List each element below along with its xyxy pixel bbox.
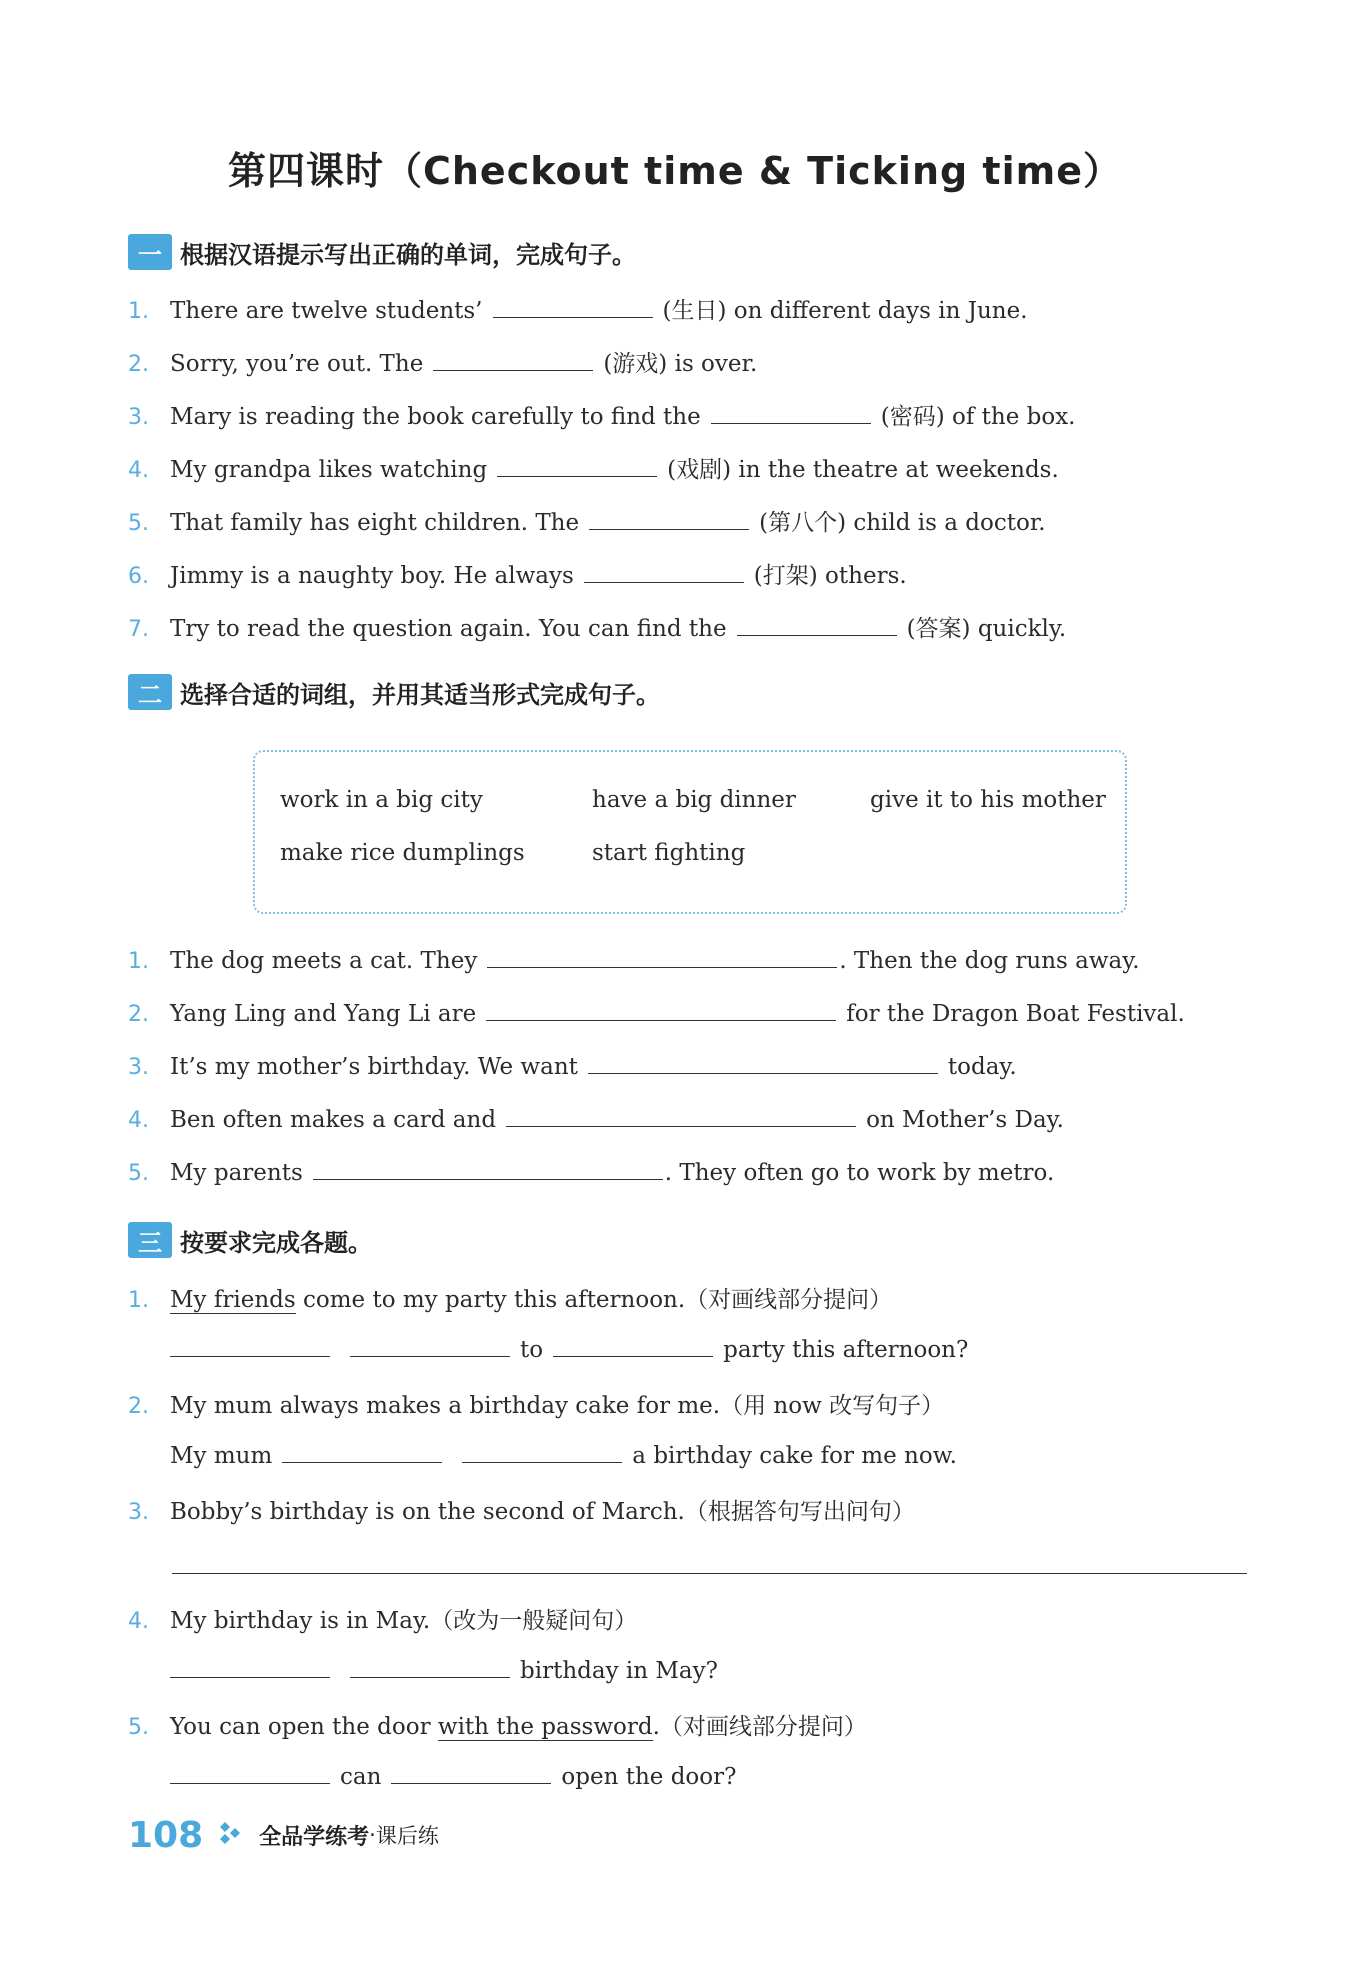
page-title: 第四课时（Checkout time & Ticking time） [227,149,1122,193]
answer-blank[interactable] [506,1104,856,1127]
question-number: 1. [128,949,149,974]
question-number: 5. [128,1715,149,1740]
answer-blank[interactable] [433,348,593,371]
question-number: 4. [128,1609,149,1634]
task-note: （对画线部分提问） [659,1714,867,1740]
question-row [128,1051,1017,1087]
answer-row [128,1440,957,1476]
section-badge: 二 [128,674,172,710]
question-row [128,998,1185,1034]
task-note: （用 now 改写句子） [720,1393,945,1419]
question-text: (打架) others. [753,563,907,589]
answer-blank[interactable] [588,1051,938,1074]
book-separator: · [369,1823,376,1847]
question-number: 2. [128,1394,149,1419]
question-row [128,1708,867,1744]
task-note: （改为一般疑问句） [430,1608,638,1634]
question-text: today. [947,1054,1017,1080]
book-title: 全品学练考 [259,1824,370,1850]
question-number: 4. [128,1108,149,1133]
question-text: (戏剧) in the theatre at weekends. [667,457,1059,483]
section-instruction: 选择合适的词组，并用其适当形式完成句子。 [180,680,660,709]
question-text: for the Dragon Boat Festival. [846,1001,1185,1027]
section-instruction: 根据汉语提示写出正确的单词，完成句子。 [180,240,636,269]
phrase-option: have a big dinner [592,787,796,813]
question-number: 5. [128,511,149,536]
phrase-box [253,750,1127,914]
answer-word: My mum [170,1443,273,1469]
section-3-header [128,1220,372,1260]
question-row [128,1104,1064,1140]
answer-row [128,1334,968,1370]
answer-blank[interactable] [350,1334,510,1357]
answer-word: a birthday cake for me now. [632,1443,957,1469]
section-badge: 一 [128,234,172,270]
answer-line[interactable] [172,1573,1247,1574]
underlined-phrase: My friends [170,1287,296,1313]
section-instruction: 按要求完成各题。 [180,1228,372,1257]
question-text: Yang Ling and Yang Li are [170,1001,477,1027]
question-row [128,345,757,381]
answer-blank[interactable] [487,945,837,968]
question-text: . [652,1714,660,1740]
answer-word: open the door? [561,1764,737,1790]
question-text: (密码) of the box. [880,404,1076,430]
question-text: My grandpa likes watching [170,457,488,483]
answer-word: can [340,1764,382,1790]
question-row [128,1493,915,1529]
diamond-icon [219,1820,241,1850]
question-text: (第八个) child is a doctor. [759,510,1046,536]
answer-word: party this afternoon? [723,1337,969,1363]
question-text: It’s my mother’s birthday. We want [170,1054,578,1080]
answer-blank[interactable] [584,560,744,583]
underlined-phrase: with the password [437,1714,653,1740]
question-text: There are twelve students’ [170,298,483,324]
question-row [128,1157,1054,1193]
answer-blank[interactable] [391,1761,551,1784]
question-number: 3. [128,405,149,430]
question-text: My parents [170,1160,303,1186]
question-number: 2. [128,1002,149,1027]
answer-blank[interactable] [553,1334,713,1357]
question-text: Jimmy is a naughty boy. He always [170,563,574,589]
answer-blank[interactable] [493,295,653,318]
phrase-option: start fighting [592,840,746,866]
page-footer [128,1810,439,1860]
question-text: My mum always makes a birthday cake for me. [170,1393,721,1419]
section-1-header [128,232,636,272]
answer-row [128,1655,718,1691]
question-text: (生日) on different days in June. [662,298,1028,324]
question-number: 1. [128,299,149,324]
question-row [128,451,1059,487]
answer-blank[interactable] [589,507,749,530]
question-number: 1. [128,1288,149,1313]
answer-word: birthday in May? [520,1658,718,1684]
task-note: （根据答句写出问句） [684,1499,915,1525]
answer-blank[interactable] [170,1334,330,1357]
section-badge: 三 [128,1222,172,1258]
question-text: Bobby’s birthday is on the second of March. [170,1499,685,1525]
answer-blank[interactable] [486,998,836,1021]
phrase-option: make rice dumplings [280,840,525,866]
question-text: That family has eight children. The [170,510,580,536]
page-number: 108 [128,1814,204,1856]
question-row [128,945,1140,981]
question-text: . Then the dog runs away. [839,948,1140,974]
answer-word: to [520,1337,544,1363]
question-row [128,1387,944,1423]
question-row [128,398,1075,434]
question-row [128,610,1066,646]
question-number: 2. [128,352,149,377]
answer-row [128,1761,736,1797]
answer-blank[interactable] [737,613,897,636]
question-text: Mary is reading the book carefully to find the [170,404,701,430]
question-number: 3. [128,1055,149,1080]
question-number: 3. [128,1500,149,1525]
question-text: You can open the door [170,1714,431,1740]
answer-blank[interactable] [711,401,871,424]
question-text: come to my party this afternoon. [302,1287,686,1313]
answer-blank[interactable] [497,454,657,477]
answer-blank[interactable] [170,1655,330,1678]
question-row [128,292,1028,328]
question-number: 5. [128,1161,149,1186]
phrase-option: give it to his mother [870,787,1106,813]
section-2-header [128,672,660,712]
answer-blank[interactable] [313,1157,663,1180]
question-row [128,1602,637,1638]
answer-blank[interactable] [282,1440,442,1463]
answer-blank[interactable] [462,1440,622,1463]
task-note: （对画线部分提问） [685,1287,893,1313]
question-text: My birthday is in May. [170,1608,431,1634]
question-row [128,1281,892,1317]
question-text: The dog meets a cat. They [170,948,478,974]
question-number: 7. [128,617,149,642]
question-number: 4. [128,458,149,483]
question-text: (游戏) is over. [603,351,758,377]
question-row [128,557,907,593]
book-subtitle: 课后练 [375,1824,439,1848]
question-text: Try to read the question again. You can find the [170,616,727,642]
question-text: Ben often makes a card and [170,1107,497,1133]
answer-blank[interactable] [170,1761,330,1784]
phrase-option: work in a big city [280,787,483,813]
question-text: (答案) quickly. [906,616,1067,642]
question-row [128,504,1046,540]
question-text: Sorry, you’re out. The [170,351,424,377]
question-text: on Mother’s Day. [866,1107,1064,1133]
question-number: 6. [128,564,149,589]
question-text: . They often go to work by metro. [664,1160,1055,1186]
answer-blank[interactable] [350,1655,510,1678]
